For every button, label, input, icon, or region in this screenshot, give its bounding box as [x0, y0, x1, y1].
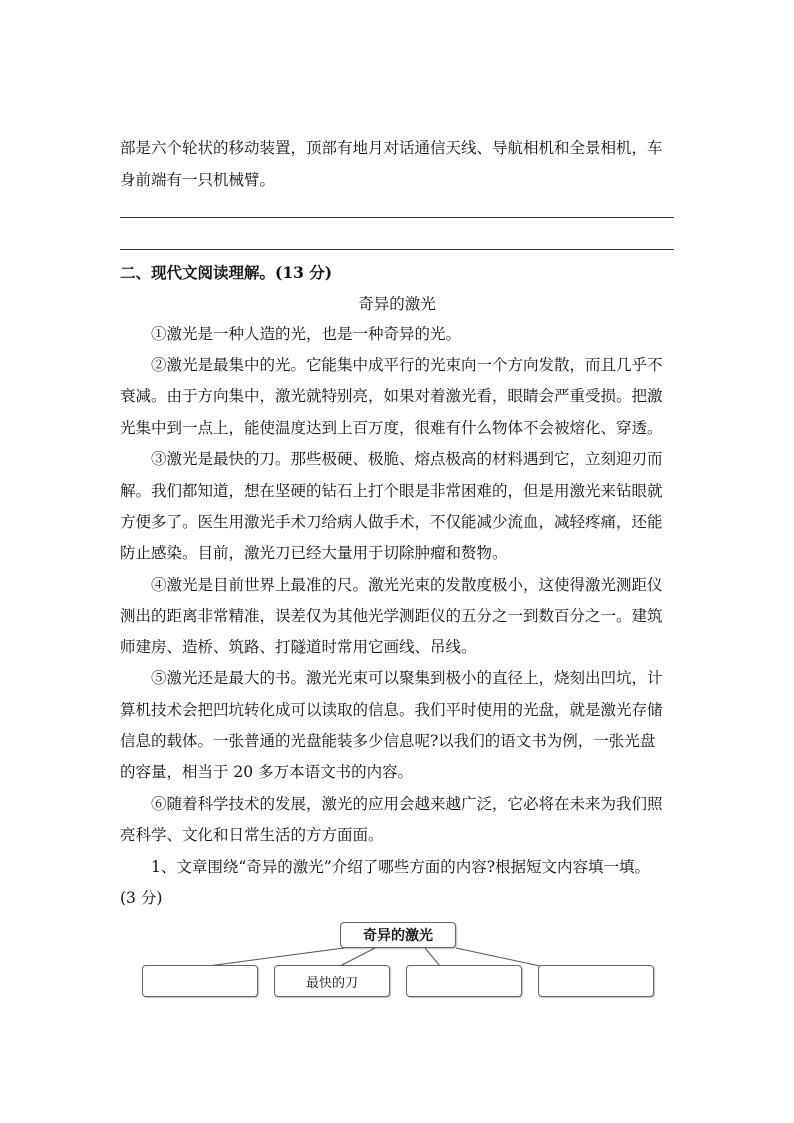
paragraph-line: 测出的距离非常精准，误差仅为其他光学测距仪的五分之一到数百分之一。建筑 [120, 607, 663, 625]
paragraph-line: ④激光是目前世界上最准的尺。激光光束的发散度极小，这使得激光测距仪 [120, 576, 663, 594]
paragraph-line: 师建房、造桥、筑路、打隧道时常用它画线、吊线。 [120, 638, 477, 656]
answer-box-4[interactable] [538, 965, 654, 997]
paragraph-line: 衰减。由于方向集中，激光就特别亮，如果对着激光看，眼睛会严重受损。把激 [120, 387, 663, 405]
connector-line [208, 948, 344, 966]
paragraph-line: 方便多了。医生用激光手术刀给病人做手术，不仅能减少流血，减轻疼痛，还能 [120, 513, 663, 531]
diagram-box-fastest-knife: 最快的刀 [274, 965, 390, 997]
article-title: 奇异的激光 [358, 295, 436, 313]
paragraph-line: ③激光是最快的刀。那些极硬、极脆、熔点极高的材料遇到它，立刻迎刃而 [120, 450, 663, 468]
diagram-root-box: 奇异的激光 [340, 922, 456, 948]
paragraph-line: 防止感染。目前，激光刀已经大量用于切除肿瘤和赘物。 [120, 544, 508, 562]
answer-line[interactable] [120, 249, 674, 250]
paragraph-line: 亮科学、文化和日常生活的方方面面。 [120, 826, 384, 844]
continuation-line-1: 部是六个轮状的移动装置，顶部有地月对话通信天线、导航相机和全景相机，车 [120, 139, 663, 157]
question-points: (3 分) [120, 889, 163, 907]
paragraph-line: 算机技术会把凹坑转化成可以读取的信息。我们平时使用的光盘，就是激光存储 [120, 701, 663, 719]
paragraph-line: ②激光是最集中的光。它能集中成平行的光束向一个方向发散，而且几乎不 [120, 356, 663, 374]
paragraph-line: 光集中到一点上，能使温度达到上百万度，很难有什么物体不会被熔化、穿透。 [120, 419, 663, 437]
paragraph-line: ①激光是一种人造的光，也是一种奇异的光。 [120, 325, 462, 343]
connector-line [425, 948, 440, 966]
connector-line [340, 948, 375, 966]
mind-map-diagram [140, 920, 660, 1004]
question-line: 1、文章围绕“奇异的激光”介绍了哪些方面的内容?根据短文内容填一填。 [120, 858, 651, 876]
paragraph-line: ⑤激光还是最大的书。激光光束可以聚集到极小的直径上，烧刻出凹坑，计 [120, 669, 663, 687]
connector-line [456, 948, 540, 966]
paragraph-line: 解。我们都知道，想在坚硬的钻石上打个眼是非常困难的，但是用激光来钻眼就 [120, 482, 663, 500]
section-heading: 二、现代文阅读理解。(13 分) [120, 263, 333, 282]
answer-line[interactable] [120, 217, 674, 218]
answer-box-1[interactable] [142, 965, 258, 997]
paragraph-line: ⑥随着科学技术的发展，激光的应用会越来越广泛，它必将在未来为我们照 [120, 795, 663, 813]
paragraph-line: 信息的载体。一张普通的光盘能装多少信息呢?以我们的语文书为例，一张光盘 [120, 732, 656, 750]
answer-box-3[interactable] [406, 965, 522, 997]
paragraph-line: 的容量，相当于 20 多万本语文书的内容。 [120, 763, 414, 781]
continuation-line-2: 身前端有一只机械臂。 [120, 171, 276, 189]
